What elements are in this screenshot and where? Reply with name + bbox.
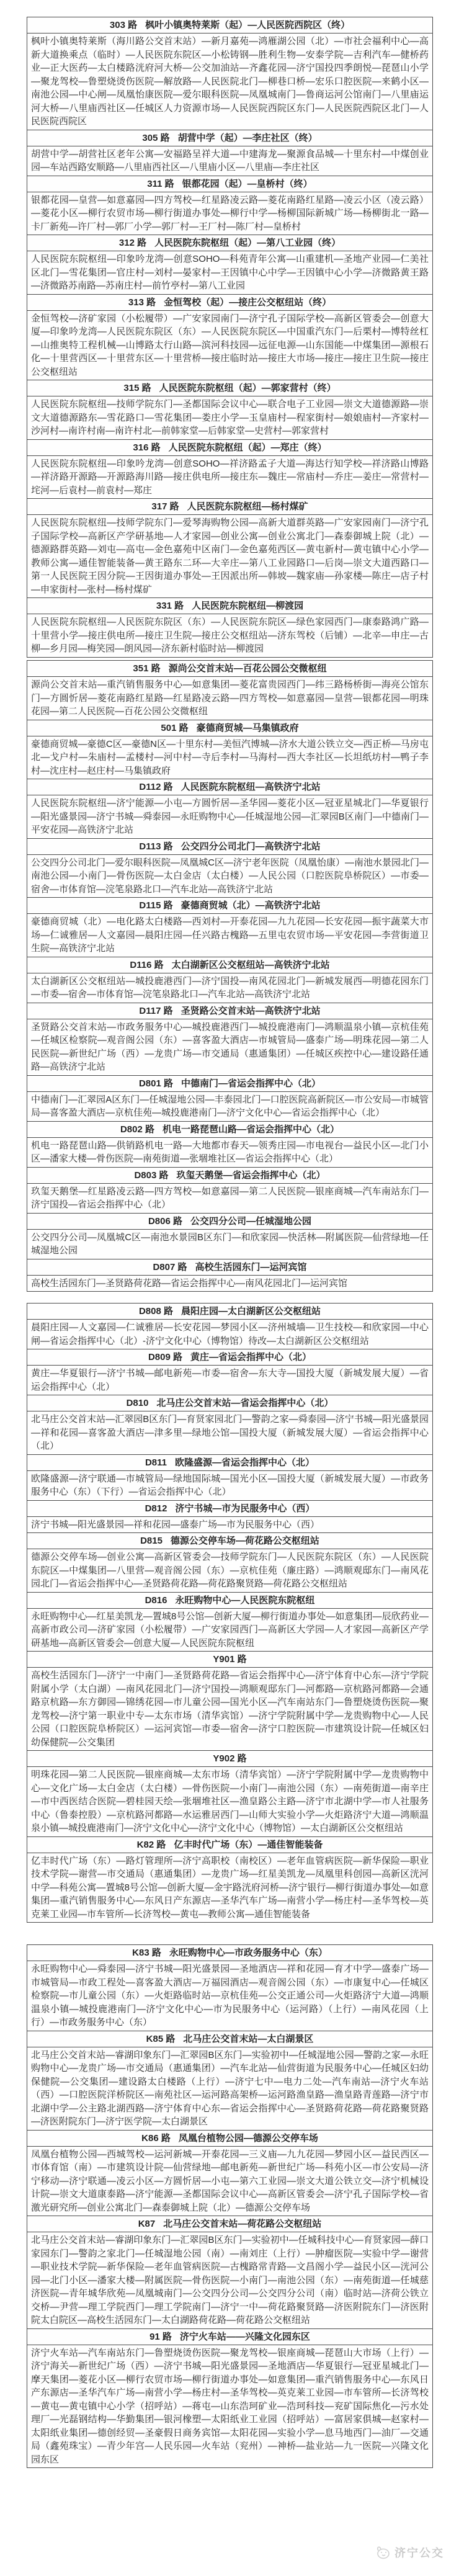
route-header-row [27,1213,433,1229]
route-header-row [27,235,433,251]
route-header-row [27,1500,433,1516]
route-stops-row [27,251,433,295]
route-number: K86 路 [141,2132,171,2144]
route-header-row [27,1945,433,1961]
route-number: D811 [145,1457,167,1468]
route-header-row [27,2328,433,2345]
route-stops: 玖玺天鹅堡—红星路凌云路—四方驾校—如意嘉园—第二人民医院—银座商城—汽车南站东门—济宁国投—省运会指挥中心（北） [27,1183,433,1213]
route-stops: 人民医院东院枢纽—人民医院东院区（东）—人民医院东院区—绿色家园西门—康泰路鸿广路—十里营小学—接庄供电所—接庄卫生院—接庄公交枢纽站—济东驾校（后铺）—北辛—申庄—古柳—乡月园—梅笑园—朗风园—济东新村临时站—柳渡园 [27,614,433,658]
route-header-cell [27,1213,433,1229]
route-number: D815 [140,1536,163,1546]
route-endpoints: 亿丰时代广场（东）—通佳智能装备 [174,1839,323,1850]
route-header-cell [27,1121,433,1137]
route-header-cell [27,1349,433,1366]
route-endpoints: 豪德商贸城—马集镇政府 [196,722,299,733]
route-stops: 人民医院东院枢纽—印象吟龙湾—创意SOHO—科苑青年公寓—山重建机—圣地产业园—仁美社区北门—雪花集团—官庄村—刘村—晏家村—王因镇中心中学—王因镇中心小学—济微路黄王路—济微路苏南路—苏南庄村—前竹亭村—第八工业园 [27,251,433,295]
route-stops-row [27,1137,433,1167]
route-number: 311 路 [147,178,174,189]
route-header-cell [27,898,433,914]
route-endpoints: 北马庄公交首末站—荷花路公交枢纽站 [163,2219,322,2229]
route-header-cell [27,1836,433,1853]
route-header-cell [27,1304,433,1320]
route-header-cell [27,130,433,146]
bus-routes-table-1 [27,17,433,658]
route-stops-row [27,1516,433,1533]
route-header-cell [27,499,433,515]
route-header-row [27,17,433,34]
route-stops: 高校生活园东门—济宁一中南门—圣贤路荷花路—省运会指挥中心—济宁体育中心东—济宁学院附属小学（太白湖）—南风花园北门—济宁国投—鸿顺观邸东门—河都路—京杭路河都路—会通路京杭路—东方御园—锦绣花园—市儿童公园—国光小区—汽车南站东门—鲁塑烧烫伤医院—聚龙驾校—济宁第一职业中专—太东市场（清华宾馆）—济宁学院附属中学—龙贵购物中心—人民公园（口腔医院阜桥院区）—运河宾馆—市委—宿舍—济宁口腔医院—市建筑设计院—任城区妇幼保健院—公交集团 [27,1668,433,1751]
route-stops-row [27,1229,433,1259]
route-header-row [27,176,433,192]
route-header-row [27,720,433,736]
route-number: D810 [126,1398,149,1408]
route-stops: 北马庄公交首末站—汇翠园B区东门—育贤家园北门—警韵之家—舜泰园—济宁书城—阳光盛景园—祥和花园—喜客盈大酒店—津多里—绿地公馆—国投大厦（新城发展大厦）—省运会指挥中心（北） [27,1411,433,1455]
route-endpoints: 银都花园（起）—皇桥村（终） [182,178,313,189]
route-number: D809 路 [148,1352,182,1362]
route-header-row [27,2031,433,2047]
route-endpoints: 太白湖新区公交枢纽站—高铁济宁北站 [171,959,330,970]
route-stops: 永旺购物中心—舜泰园—济宁书城—阳光盛景园—圣地酒店—祥和花园—育才中学—盛泰广场—市城管局—市政工程处—喜客盈大酒店—万福园酒店—观音阁公园（东）—市康复中心—任城区检察院—市儿童公园（东）—火炬路临时站—京杭佳苑—公交正通公司—火炬路济宁大道—鸿顺温泉小镇—城投鹿港南门—济宁文化中心—市为民服务中心（运河路）（上行）—南风花园（上行）—市政务服务中心（东） [27,1961,433,2031]
route-stops-row [27,455,433,499]
route-stops: 人民医院东院枢纽—济宁能源—小屯—方圆忻居—圣华园—菱花小区—冠亚星城北门—华夏银行—阳光盛景园—济宁书城—舜泰园—永旺购物中心—任城湿地公园—汇翠园B区南门—中德南门—平安花园—高铁济宁北站 [27,795,433,839]
route-endpoints: 豪德商贸城（北）—高铁济宁北站 [180,900,321,911]
route-number: 331 路 [156,601,184,611]
route-header-cell [27,598,433,614]
route-endpoints: 机电一路琵琶山路—省运会指挥中心（北） [163,1124,340,1135]
route-number: K83 路 [132,1948,161,1958]
route-header-row [27,1652,433,1668]
route-stops: 德源公交停车场—创业公寓—高新区管委会—技师学院东门—人民医院东院区（东）—人民医院东院区—中煤集团—八里营—观音阁公园（东）—京杭佳苑（廉庄路）—鸿顺观邸东门—南风花园北门—省运会指挥中心—圣贤路荷花路—荷花路聚贤路—荷花路公交枢纽站 [27,1549,433,1593]
route-number: D115 路 [139,900,173,911]
route-stops: 北马庄公交首末站—睿湖印象东门—汇翠园B区东门—实验初中—任城湿地公园—警韵之家—永旺购物中心—龙贵广场—市交通局（惠通集团）—汽车北站—仙营街道为民服务中心—任城区妇幼保健院—公交集团—建设路太白楼路（上行）—济宁七中—电力二处—汽车南站—济宁火车站（西）—口腔医院洋桥院区—南苑社区—运河路高架桥—运河路渔皇路—渔皇路青莲路—济宁市北湖中学—公主路北湖西路—济宁体育中心东—省运会指挥中心—圣贤路荷花路—荷花路聚贤路—济医附院东门—济宁医学院—太白湖景区 [27,2047,433,2130]
route-header-row [27,499,433,515]
route-number: D112 路 [139,782,173,792]
route-stops-row [27,973,433,1003]
route-stops: 圣贤路公交首末站—市政务服务中心—城投鹿港西门—城投鹿港南门—鸿顺温泉小镇—京杭佳苑—任城区检察院—观音阁公园（东）—喜客盈大酒店—市城管局—盛泰广场—明珠花园—第二人民医院—新世纪广场（西）—龙贵广场—市交通局（惠通集团）—任城区疾控中心—建设路任通路—高铁济宁北站 [27,1019,433,1075]
route-number: 312 路 [118,238,147,248]
route-header-cell [27,1395,433,1411]
route-endpoints: 永旺购物中心—市政务服务中心（东） [169,1948,328,1958]
route-stops: 枫叶小镇奥特莱斯（海川路公交首末站）—新月嘉苑—鸿雁湖公园（北）—市社会福利中心—高新大道换乘点（临时）—人民医院东院区—小松铸钢—胜利生物—安泰学院—吉利汽车—健桥药业—正大医药—太白楼路洸府河大桥—公交加油站—齐鑫花园—济宁国投四季朗悦—琵琶山小学—聚龙驾校—鲁塑烧烫伤医院—解放路—人民医院北门—柳巷口桥—宏乐口腔医院—来鹤小区—南池公园—中心闸—凤凰怡康医院—爱尔眼科医院—凤凰城南门—鲁商运河公馆南门—八里庙运河大桥—八里庙西社区—任城区人力资源市场—人民医院西院区东门—人民医院西院区北门—人民医院西院区 [27,34,433,130]
route-header-cell [27,2216,433,2232]
route-header-cell [27,2031,433,2047]
route-stops: 永旺购物中心—红星美凯龙—置城8号公馆—创新大厦—柳行街道办事处—如意集团—辰欣药业—高新市政公司—济矿家园（小松履带）—广安家园西门—高新区大学园—人才家园—高新区产学研基地—高新区管委会—创意大厦—人民医院东院枢纽 [27,1608,433,1652]
route-header-row [27,1533,433,1549]
bus-routes-table-2 [27,660,433,1292]
route-endpoints: 济宁火车站——兴隆文化园东区 [179,2331,310,2342]
route-number: D812 [145,1503,167,1514]
route-endpoints: 欧隆盛源—省运会指挥中心（北） [175,1457,315,1468]
bus-mascot-icon [373,2543,392,2562]
route-header-cell [27,380,433,396]
route-header-cell [27,235,433,251]
route-header-cell [27,957,433,973]
route-stops-row [27,1320,433,1349]
route-stops-row [27,396,433,440]
route-stops-row [27,2345,433,2468]
route-stops-row [27,1961,433,2031]
route-stops: 济宁火车站—汽车南站东门—鲁塑烧烫伤医院—聚龙驾校—银座商城—琵琶山大市场（上行）—济宁海关—新世纪广场（西）—济宁书城—阳光盛景园—圣地酒店—华夏银行—冠亚星城北门—摩天集团—菱花小区—柳行农贸市场—柳行街道办事处—如意集团—重汽销售服务中心—东风日产东源店—圣华汽车广场—南营小学—杨庄村—圣华驾校—英克莱工业园—市车管所—长济驾校—黄屯—黄屯镇中心小学（招呼站）—蒋屯—山东浩珂矿业—浩珂科技—兖矿国际焦化—污水处理厂—光磊钢结构—华勤集团—银河橡塑—太阳纸业工业园（招呼站）—富居家俱城—赵家村—太阳纸业集团—德创经贸—圣豪假日商务宾馆—太阳花园—实验小学—息马地西门—油厂—交通局（鑫苑珠宝）—青少年宫—人民乐园—火车站（兖州）—神桥—盐业站—九一医院—兴隆文化园东区 [27,2345,433,2468]
route-stops-row [27,1366,433,1395]
route-stops: 公交四分公司—凤凰城C区—南池水景园B区东门—和欣家园—快活林—附属医院—仙营绿地—任城湿地公园 [27,1229,433,1259]
route-stops: 亿丰时代广场（东）—路灯管理所—济宁高职校（南校区）—老年血管病医院—新华保险—职业技术学院—谢营—市交通局（惠通集团）—龙贵广场—红星美凯龙—凤凰里科创园—高新区洸河中学—科苑公寓—置城8号公馆—创新大厦—金宇路洸府河桥—济宁银行—柳行街道办事处—如意集团—重汽销售服务中心—东风日产东源店—圣华汽车广场—南营小学—杨庄村—圣华驾校—英克莱工业园—市车管所—长济驾校—黄屯—教师公寓—通佳智能装备 [27,1853,433,1923]
route-header-row [27,957,433,973]
route-header-row [27,1349,433,1366]
route-endpoints: 公交四分公司北门—高铁济宁北站 [180,841,321,852]
route-stops: 济宁书城—阳光盛景园—祥和花园—盛泰广场—市为民服务中心（西） [27,1516,433,1533]
route-stops-row [27,1091,433,1121]
route-header-row [27,1836,433,1853]
bus-routes-table-4 [27,1944,433,2468]
route-endpoints: 枫叶小镇奥特莱斯（起）—人民医院西院区（终） [145,20,350,30]
route-stops-row [27,2146,433,2216]
watermark [373,2542,444,2562]
route-stops-row [27,1275,433,1292]
route-header-row [27,1121,433,1137]
route-header-cell [27,1592,433,1608]
route-header-cell [27,661,433,677]
route-header-row [27,898,433,914]
route-stops-row [27,146,433,176]
route-endpoints: 玖玺天鹅堡—省运会指挥中心（北） [176,1169,326,1181]
route-number: Y901 路 [213,1654,247,1665]
route-header-cell [27,1500,433,1516]
route-endpoints: 金恒驾校（起）—接庄公交枢纽站（终） [164,297,332,308]
route-endpoints: 晨阳庄园—太白湖新区公交枢纽站 [181,1306,321,1317]
route-header-cell [27,779,433,795]
route-stops: 北马庄公交首末站—睿湖印象东门—汇翠园B区东门—实验初中—任城科技中心—育贤家园—薛口家园东门—警韵之家北门—任城湿地公园（南）—南刘庄（上行）—肿瘤医院—实验中学—谢营—职业技术学院—新华保险—老年血管病医院—古槐路常青路—文昌阁小学—益民小区—洸河公园—北门小区—潘家大楼—附属医院—骨伤医院—小南门—南池公园（东）—南苑街道—任城慈济医院—青年城华欣苑—凤凰城南门—公交四分公司—公交四分公司（南）临时站—济荷公铁立交桥—尹营—理工学院西门—理工学院南门—济宁一中—荷花路聚贤路—济医附院东门—济医附院太白院区—高校生活园东门—太白湖路荷花路—荷花路公交枢纽站 [27,2232,433,2329]
route-header-row [27,838,433,854]
route-stops: 豪德商贸城—豪德C区—豪德N区—十里东村—美恒汽博城—济水大道公铁立交—西正桥—马房屯北—戈户村—朱庙村—孟楼村—河中村—寺后李村—马海村—西大李社区—长坦纸坊村—鸭子李村—沈庄村—赵庄村—马集镇政府 [27,736,433,779]
route-header-row [27,1395,433,1411]
route-number: 305 路 [142,132,170,143]
route-header-row [27,1454,433,1470]
route-endpoints: 凤凰台植物公园—德源公交停车场 [178,2132,318,2144]
route-endpoints: 德源公交停车场—荷花路公交枢纽站 [170,1536,319,1546]
route-header-row [27,1304,433,1320]
route-stops-row [27,736,433,779]
route-number: Y902 路 [213,1753,247,1764]
route-header-row [27,294,433,310]
route-header-cell [27,1003,433,1019]
route-stops: 人民医院东院枢纽—印象吟龙湾—创意SOHO—祥济路孟子大道—海达行知学校—祥济路山博路—祥济路开源路—开源路海川路—接庄供电所—接庄东—魏庄—常庙村—乔庄—姜庄—常营村—垞河—后袁村—前袁村—郑庄 [27,455,433,499]
route-header-cell [27,1167,433,1183]
route-header-cell [27,1945,433,1961]
route-endpoints: 高校生活园东门—运河宾馆 [195,1261,307,1272]
route-header-cell [27,17,433,34]
route-stops: 机电一路琵琶山路—供销路机电一路—大地都市春天—领秀庄园—市电视台—益民小区—北门小区—潘家大楼—骨伤医院—南苑街道—张堌堆社区—省运会指挥中心（北） [27,1137,433,1167]
route-stops-row [27,795,433,839]
route-stops-row [27,614,433,658]
route-number: K82 路 [136,1839,166,1850]
route-stops: 高校生活园东门—圣贤路荷花路—省运会指挥中心—南风花园北门—运河宾馆 [27,1275,433,1292]
bus-routes-table-3 [27,1303,433,1923]
route-header-cell [27,720,433,736]
route-header-row [27,1003,433,1019]
route-header-row [27,2216,433,2232]
route-number: D807 路 [153,1261,187,1272]
route-stops-row [27,1608,433,1652]
route-header-cell [27,1533,433,1549]
route-header-cell [27,1454,433,1470]
route-number: D816 [145,1594,167,1606]
route-header-row [27,1167,433,1183]
route-stops: 晨阳庄园—人文嘉园—仁诚雅居—长安花园—梦园小区—济州城墙—卫生技校—和欣家园—中心闸—省运会指挥中心（北）-济宁文化中心（博物馆）待改—太白湖新区公交枢纽站 [27,1320,433,1349]
route-endpoints: 公交四分公司—任城湿地公园 [190,1215,312,1227]
route-header-row [27,1075,433,1091]
route-stops: 源尚公交首末站—重汽销售服务中心—如意集团—菱花富贵园西门—纬三路杨桥街—海亮公馆东门—方圆忻居—菱花南路红星路—红星路凌云路—四方驾校—如意嘉园—皇营—银都花园—明珠花园—第二人民医院—百花公园公交微枢纽 [27,677,433,720]
route-stops: 明珠花园—第二人民医院—银座商城—太东市场（清华宾馆）—济宁学院附属中学—龙贵购物中心—文化广场—太白金店（太白楼）—骨伤医院—小南门—南池公园（东）—南苑街道—南辛庄—市中西医结合医院—碧桂园天绘—张堌堆社区—渔皇路公主路—济宁市北湖中学—市人社服务中心（鲁泰控股）—京杭路河都路—水运雅居西门—山师大实验小学—火炬路济宁大道—鸿顺温泉小镇—城投鹿港南门—济宁文化中心—济宁文化中心（博物馆）—太白湖新区公交枢纽站 [27,1767,433,1837]
route-header-row [27,130,433,146]
route-endpoints: 济宁书城—市为民服务中心（西） [175,1503,315,1514]
route-stops: 太白湖新区公交枢纽站—城投鹿港西门—济宁国投—南风花园北门—新城发展西—明德花园东门—市委—宿舍—市体育馆—浣笔泉路北口—汽车北站—高铁济宁北站 [27,973,433,1003]
route-stops-row [27,1019,433,1075]
route-endpoints: 人民医院东院枢纽—柳渡园 [192,601,304,611]
route-endpoints: 人民医院东院枢纽—杨村煤矿 [187,501,308,512]
route-number: K85 路 [146,2033,176,2044]
route-stops: 人民医院东院枢纽—技师学院东门—圣都国际会议中心—联合电子工业园—崇文大道德源路—崇文大道德源路东—雪花路口—雪花集团—娄庄小学—玉皇庙村—程家街村—娘娘庙村—齐家村—沙河村—南许村南—南许村北—前韩家堂—后韩家堂—史营村—郭家营村 [27,396,433,440]
route-stops-row [27,1549,433,1593]
route-number: 91 路 [149,2331,172,2342]
route-header-row [27,2130,433,2146]
route-number: D802 路 [120,1124,154,1135]
route-header-cell [27,176,433,192]
route-header-row [27,779,433,795]
route-endpoints: 人民医院东院枢纽—高铁济宁北站 [180,782,321,792]
route-number: 313 路 [128,297,156,308]
route-stops-row [27,1767,433,1837]
route-header-row [27,380,433,396]
route-header-cell [27,2328,433,2345]
route-number: 303 路 [109,20,138,30]
route-endpoints: 中德南门—省运会指挥中心（北） [181,1078,321,1089]
route-endpoints: 胡营中学（起）—李庄社区（终） [177,132,318,143]
route-number: D808 路 [138,1306,173,1317]
route-stops-row [27,34,433,130]
route-endpoints: 人民医院东院枢纽（起）—郑庄（终） [168,442,327,453]
route-number: D113 路 [139,841,173,852]
route-stops: 黄庄—华夏银行—济宁书城—邮电新苑—市委—宿舍—东大寺—国投大厦（新城发展大厦）—省运会指挥中心（北） [27,1366,433,1395]
route-stops-row [27,2232,433,2329]
route-number: 501 路 [161,722,189,733]
route-header-row [27,439,433,455]
route-number: 317 路 [151,501,179,512]
route-stops-row [27,1668,433,1751]
route-header-row [27,598,433,614]
route-header-cell [27,1075,433,1091]
route-number: 316 路 [133,442,161,453]
route-stops: 凤凰台植物公园—西城驾校—运河新城—开泰花园—三义庙—九九花园—梦园小区—益民西区—市体育馆（南）—市建筑设计院—仙营绿地—邮电新苑—新世纪广场—科苑小区—市公安局—济宁移动—济宁联通—凌云小区—方圆忻居—小屯—第六工业园—崇文大道公铁立交—济宁机械设计院—崇文大道康泰路—济宁能源—圣都国际会议中心—高新区管委会—济宁孔子国际学校—省激光研究所—创业公寓北门—森泰御城上院（北）—德源公交停车场 [27,2146,433,2216]
route-header-cell [27,439,433,455]
route-endpoints: 永旺购物中心—人民医院东院枢纽 [175,1594,315,1606]
route-stops-row [27,1853,433,1923]
route-number: D803 路 [134,1169,169,1181]
route-header-row [27,661,433,677]
route-stops: 人民医院东院枢纽—技师学院东门—爱琴海购物公园—高新大道群英路—广安家园南门—济宁孔子国际学校—高新区产学研基地—人才家园—创业公寓—创业公寓北门—森泰御城上院（北）—德源路群英路—刘屯—高屯—金色嘉苑中区南门—金色嘉苑西区—黄屯新村—黄屯镇中心小学—教师公寓—通佳智能装备—黄王路东二环—大辛庄—第八工业园路口—后岗—崇文大道西路口—第一人民医院王因分院—王因街道办事处—王因派出所—韩坡—魏家庙—孙家楼—陈庄—店子村—申家街村—张村—杨村煤矿 [27,515,433,598]
route-stops: 公交四分公司北门—爱尔眼科医院—凤凰城C区—济宁老年医院（凤凰怡康）—南池水景园北门—南池公园—小南门—骨伤医院—太白金店（太白楼）—人民公园（口腔医院阜桥院区）—市委—宿舍—市体育馆—浣笔泉路北口—汽车北站—高铁济宁北站 [27,854,433,898]
route-number: 351 路 [133,663,161,674]
route-stops: 欧隆盛源—济宁联通—市城管局—绿地国际城—国光小区—国投大厦（新城发展大厦）—市政务服务中心（东）（下行）—省运会指挥中心（北） [27,1470,433,1500]
route-stops-row [27,677,433,720]
route-endpoints: 源尚公交首末站—百花公园公交微枢纽 [168,663,327,674]
route-stops: 豪德商贸城（北）—电化路太白楼路—西刘村—开泰花园—九九花园—长安花园—振宇蔬菜大市场—仁诚雅居—人文嘉园—晨阳庄园—任兴路古槐路—五里屯农贸市场—平安花园—李营街道卫生院—高铁济宁北站 [27,914,433,957]
route-number: D116 路 [130,959,164,970]
route-header-cell [27,838,433,854]
route-stops-row [27,2047,433,2130]
route-header-cell [27,1259,433,1275]
route-number: D117 路 [139,1005,173,1016]
route-stops-row [27,310,433,380]
route-header-cell [27,294,433,310]
route-stops-row [27,1470,433,1500]
route-endpoints: 黄庄—省运会指挥中心（北） [190,1352,312,1362]
route-stops: 胡营中学—胡营社区老年公寓—安福路呈祥大道—中建海龙—聚源食品城—十里东村—中煤创业园—车站西路安顺路—八里庙西社区—八里庙小区—八里庙—李庄社区 [27,146,433,176]
route-header-cell [27,1652,433,1668]
route-stops: 中德南门—汇翠园A区东门—任城湿地公园—丰泰园北门—口腔医院高新院区—市公安局—市城管局—喜客盈大酒店—京杭佳苑—城投鹿港南门—济宁文化中心—省运会指挥中心（北） [27,1091,433,1121]
route-header-cell [27,1751,433,1767]
route-number: D806 路 [148,1215,182,1227]
route-number: D801 路 [138,1078,173,1089]
route-number: K87 [138,2219,156,2229]
route-stops: 金恒驾校—济矿家园（小松履带）—广安家园南门—济宁孔子国际学校—高新区管委会—创意大厦—印象吟龙湾—人民医院东院区（东）—人民医院东院区—中国重汽东门—后栗村—博特丝杠—山推奥特工程机械—山博路太行山路—滨河科技园—远征电源—山东国能—中煤集团—源根石化—十里营西区—十里营东区—十里营桥—接庄临时站—接庄大市场—接庄—接庄卫生院—接庄公交枢纽站 [27,310,433,380]
route-number: 315 路 [123,383,151,393]
route-header-row [27,1751,433,1767]
route-endpoints: 圣贤路公交首末站—高铁济宁北站 [180,1005,321,1016]
route-stops-row [27,914,433,957]
route-endpoints: 北马庄公交首末站—太白湖景区 [183,2033,314,2044]
route-stops: 银都花园—皇营—如意嘉园—四方驾校—红星路凌云路—菱花南路红星路—凌云小区（凌云路）—菱花小区—柳行农贸市场—柳行街道办事处—柳行中学—杨柳国际新城广场—杨柳街北一路—卡厂新苑—许厂村—郭厂小学—郭厂村—王厂村—陈厂村—皇桥村 [27,192,433,235]
route-header-row [27,1259,433,1275]
watermark-text: 济宁公交 [394,2547,444,2559]
route-stops-row [27,854,433,898]
route-stops-row [27,192,433,235]
route-stops-row [27,515,433,598]
route-endpoints: 北马庄公交首末站—省运会指挥中心（北） [156,1398,334,1408]
route-stops-row [27,1411,433,1455]
route-stops-row [27,1183,433,1213]
route-endpoints: 人民医院东院枢纽（起）—郭家营村（终） [159,383,336,393]
route-endpoints: 人民医院东院枢纽（起）—第八工业园（终） [154,238,341,248]
route-header-cell [27,2130,433,2146]
route-header-row [27,1592,433,1608]
